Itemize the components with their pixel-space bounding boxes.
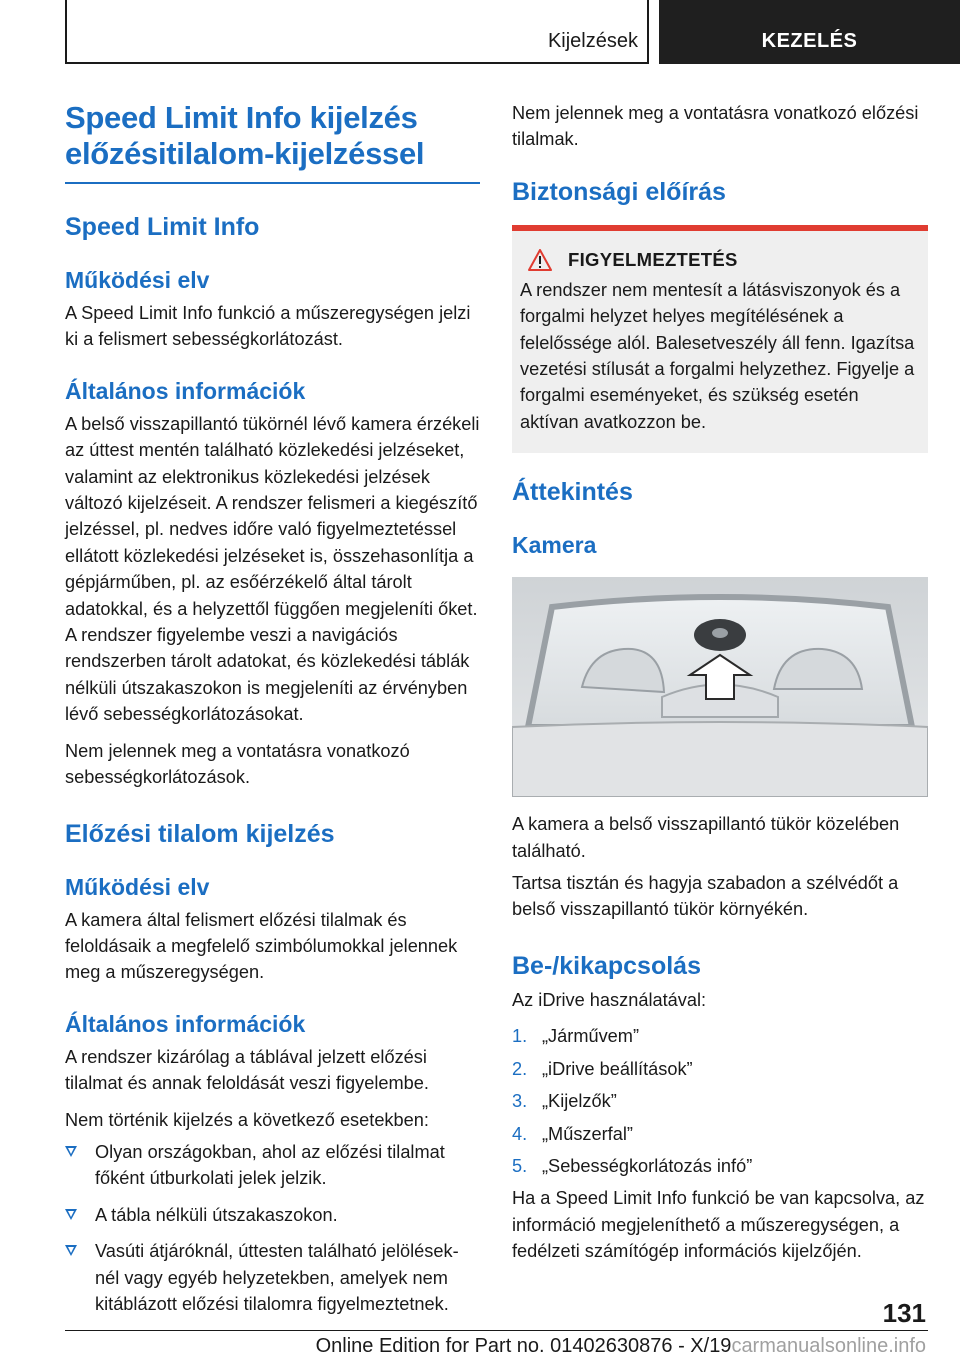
warning-text: A rendszer nem mentesít a látásviszonyok és a forgalmi helyzet helyes megítélésének a felelőssége alól. Balesetveszély áll fenn. Igazítsa vezetési stílusát a forgalmi helyzethez. Figyelje a forgalmi eseményeket, és szükség esetén aktívan avatkozzon be. xyxy=(520,279,915,432)
paragraph: Ha a Speed Limit Info funkció be van kapcsolva, az információ megjeleníthető a műszeregységen, a fedélzeti számítógép információs kijelzőjén. xyxy=(512,1188,925,1262)
camera-location-illustration xyxy=(512,577,928,797)
subheading-altalanos-informaciok: Általános információk xyxy=(65,1010,306,1037)
list-item: 2. „iDrive beállítások” xyxy=(512,1058,693,1079)
list-item: 3. „Kijelzők” xyxy=(512,1091,617,1112)
header-chapter-tab: KEZELÉS xyxy=(659,0,960,64)
subheading-mukodesi-elv: Működési elv xyxy=(65,267,210,293)
paragraph: Az iDrive használatával: xyxy=(512,989,707,1010)
section-heading-biztonsagi-eloiras: Biztonsági előírás xyxy=(512,177,726,206)
bullet-list xyxy=(65,1139,480,1317)
warning-title: FIGYELMEZTETÉS xyxy=(520,249,920,271)
right-column xyxy=(512,100,928,1265)
page-number: 131 xyxy=(882,1298,926,1328)
paragraph: A kamera által felismert előzési tilalmak és feloldásaik a megfelelő szimbólumokkal jelennek meg a műszeregységen. xyxy=(65,909,458,983)
list-item: Vasúti átjáróknál, úttesten található jelölések-nél vagy egyéb helyzetekben, amelyek nem kitáblázott előzési tilalomra figyelmeztetnek. xyxy=(65,1238,480,1317)
page-title xyxy=(65,100,480,172)
subheading-altalanos-informaciok: Általános információk xyxy=(65,377,306,404)
list-item: 4. „Műszerfal” xyxy=(512,1123,633,1144)
footer-edition-text: Online Edition for Part no. 01402630876 - X/19 xyxy=(315,1335,732,1357)
paragraph: Nem jelennek meg a vontatásra vonatkozó sebességkorlátozások. xyxy=(65,740,410,788)
subheading-mukodesi-elv: Működési elv xyxy=(65,873,210,900)
paragraph: A belső visszapillantó tükörnél lévő kamera érzékeli az úttest mentén található közlekedési jelzéseket, valamint az elektronikus közlekedési jelzések változó kijelzéseit. A rendszer felismeri a kiegészítő jelzéssel, pl. nedves időre való figyelmeztetéssel ellátott közlekedési jelzéseket is, összehasonlítja a gépjárműben, pl. az esőérzékelő által tárolt adatokkal, és a helyzettől függően megjeleníti őket. A rendszer figyelembe veszi a navigációs rendszerben tárolt adatokat, és közlekedési táblák nélküli útszakaszokon is megjeleníti az érvényben lévő sebességkorlátozásokat. xyxy=(65,413,480,725)
watermark-text: carmanualsonline.info xyxy=(731,1335,926,1357)
section-heading-be-kikapcsolas: Be-/kikapcsolás xyxy=(512,951,701,980)
left-column xyxy=(65,100,480,1327)
paragraph: Nem történik kijelzés a következő esetekben: xyxy=(65,1109,429,1130)
section-heading-elozesi-tilalom: Előzési tilalom kijelzés xyxy=(65,819,335,848)
list-item: 1. „Járművem” xyxy=(512,1026,640,1047)
page-title-line2: előzésitilalom-kijelzéssel xyxy=(65,136,425,171)
subheading-kamera: Kamera xyxy=(512,532,597,559)
paragraph: A rendszer kizárólag a táblával jelzett előzési tilalmat és annak feloldását veszi figyelembe. xyxy=(65,1046,429,1094)
numbered-steps xyxy=(512,1023,928,1179)
warning-box xyxy=(512,225,928,453)
header-section-title: Kijelzések xyxy=(547,30,638,52)
section-heading-speed-limit-info: Speed Limit Info xyxy=(65,213,260,241)
triangle-bullet-icon xyxy=(65,1245,77,1256)
footer-divider xyxy=(65,1330,928,1331)
page-title-line1: Speed Limit Info kijelzés xyxy=(65,100,418,135)
paragraph: A Speed Limit Info funkció a műszeregységen jelzi ki a felismert sebességkorlátozást. xyxy=(65,303,471,350)
paragraph: Nem jelennek meg a vontatásra vonatkozó előzési tilalmak. xyxy=(512,103,919,150)
paragraph: Tartsa tisztán és hagyja szabadon a szélvédőt a belső visszapillantó tükör környékén. xyxy=(512,873,899,920)
triangle-bullet-icon xyxy=(65,1146,77,1157)
footer-edition xyxy=(316,1335,926,1358)
section-heading-attekintes: Áttekintés xyxy=(512,478,633,507)
title-divider xyxy=(65,182,480,184)
list-item: 5. „Sebességkorlátozás infó” xyxy=(512,1155,753,1176)
list-item: A tábla nélküli útszakaszokon. xyxy=(65,1202,480,1228)
triangle-bullet-icon xyxy=(65,1209,77,1220)
image-caption: A kamera a belső visszapillantó tükör közelében található. xyxy=(512,814,900,861)
warning-triangle-icon xyxy=(528,249,552,271)
list-item: Olyan országokban, ahol az előzési tilalmat főként útburkolati jelek jelzik. xyxy=(65,1139,480,1192)
